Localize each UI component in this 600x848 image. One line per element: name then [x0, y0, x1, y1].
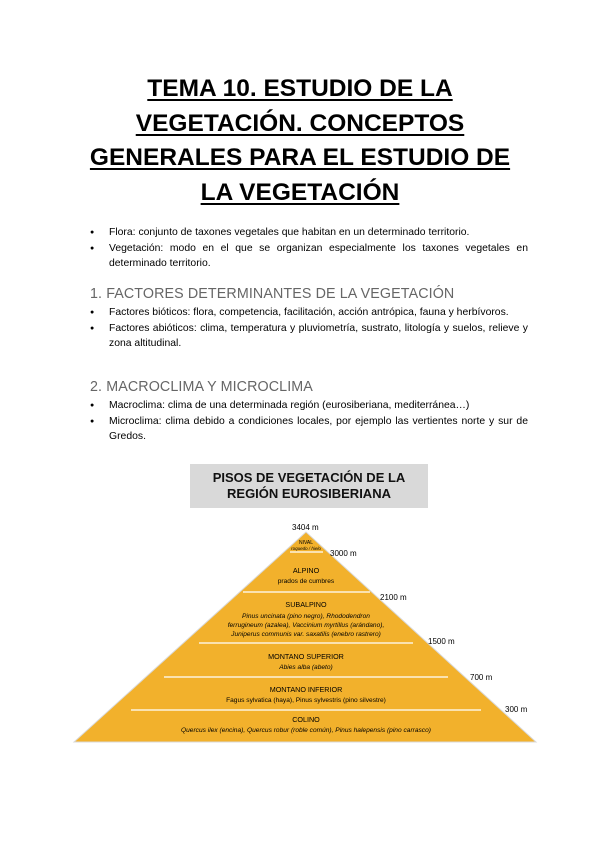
floor-name: ALPINO — [292, 566, 320, 575]
floor-desc: Pinus uncinata (pino negro), Rhododendron — [242, 613, 370, 620]
floor-name: MONTANO SUPERIOR — [268, 652, 344, 661]
altitude-label: 700 m — [470, 673, 493, 682]
altitude-label: 3404 m — [292, 523, 319, 532]
list-item: ● Factores abióticos: clima, temperatura y pluviometría, sustrato, litología y suelos, relieve y zona altitudinal. — [90, 322, 528, 352]
floor-desc: Fagus sylvatica (haya), Pinus sylvestris (pino silvestre) — [226, 697, 386, 704]
figure-title-line: REGIÓN EUROSIBERIANA — [227, 486, 391, 501]
floor-desc: roquedo / hielo — [291, 546, 321, 551]
altitude-label: 300 m — [505, 705, 528, 714]
list-item: ● Microclima: clima debido a condiciones locales, por ejemplo las vertientes norte y sur de Gredos. — [90, 415, 528, 445]
floor-desc: Quercus ilex (encina), Quercus robur (roble común), Pinus halepensis (pino carrasco) — [181, 727, 431, 734]
floor-desc: ferrugineum (azalea), Vaccinium myrtillus (arándano), — [227, 622, 385, 629]
altitude-label: 2100 m — [380, 593, 407, 602]
altitude-label: 3000 m — [330, 549, 357, 558]
altitude-label: 1500 m — [428, 637, 455, 646]
list-item: ● Macroclima: clima de una determinada región (eurosiberiana, mediterránea…) — [90, 399, 528, 414]
floor-desc: Abies alba (abeto) — [279, 664, 333, 671]
floor-name: MONTANO INFERIOR — [269, 685, 343, 694]
list-item: ● Factores bióticos: flora, competencia, facilitación, acción antrópica, fauna y herbívoros. — [90, 306, 528, 321]
floor-name: COLINO — [292, 715, 320, 724]
floor-desc: prados de cumbres — [277, 578, 335, 585]
title-line: VEGETACIÓN. CONCEPTOS — [135, 109, 465, 137]
list-item: ● Vegetación: modo en el que se organizan especialmente los taxones vegetales en determinado territorio. — [90, 242, 528, 272]
figure-title-line: PISOS DE VEGETACIÓN DE LA — [212, 470, 406, 485]
list-item: ● Flora: conjunto de taxones vegetales que habitan en un determinado territorio. — [90, 226, 528, 241]
title-line: GENERALES PARA EL ESTUDIO DE — [89, 144, 511, 171]
floor-name: SUBALPINO — [285, 600, 327, 609]
section-heading: 2. MACROCLIMA Y MICROCLIMA — [90, 379, 313, 395]
floor-name: NIVAL — [298, 540, 314, 546]
title-line: TEMA 10. ESTUDIO DE LA — [147, 75, 453, 102]
floor-desc: Juniperus communis var. saxatilis (enebro rastrero) — [231, 631, 381, 638]
title-line: LA VEGETACIÓN — [200, 178, 400, 206]
section-heading: 1. FACTORES DETERMINANTES DE LA VEGETACIÓN — [90, 286, 455, 302]
